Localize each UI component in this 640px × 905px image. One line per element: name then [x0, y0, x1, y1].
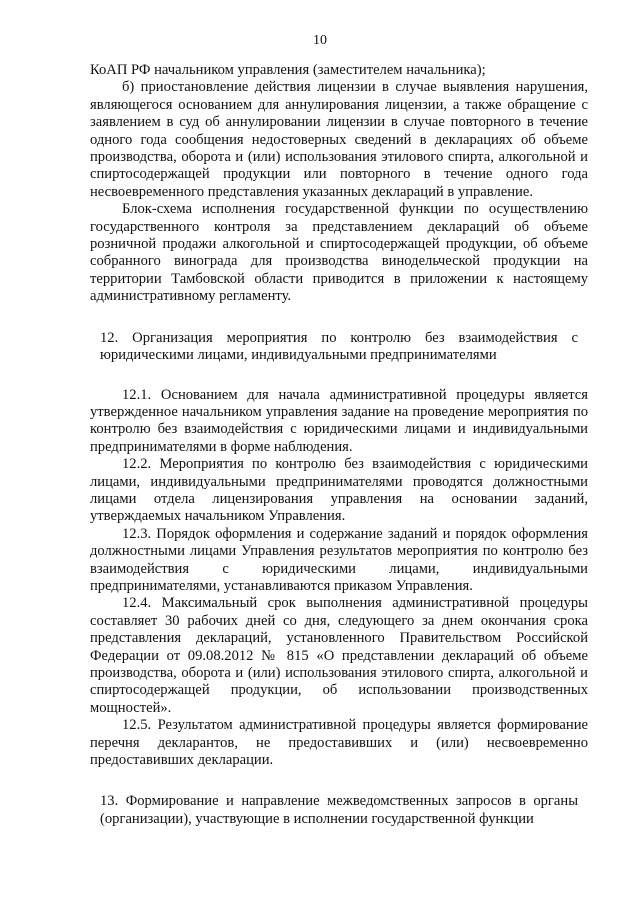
section-12-item: 12.1. Основанием для начала административной процедуры является утвержденное начальником управления задание на проведение мероприятия по контролю без взаимодействия с юридическими лицами и индивидуальными предпринимателями в форме наблюдения.	[90, 386, 588, 455]
paragraph: б) приостановление действия лицензии в случае выявления нарушения, являющегося основанием для аннулирования лицензии, а также обращение с заявлением в суд об аннулировании лицензии в случае повторного в течение одного года сообщения недостоверных сведений в декларациях об объеме производства, оборота и (или) использования этилового спирта, алкогольной и спиртосодержащей продукции или повторного в течение одного года несвоевременного представления указанных деклараций в управление.	[90, 79, 588, 200]
page-number: 10	[313, 33, 327, 48]
section-13-title: 13. Формирование и направление межведомственных запросов в органы (организации), участвующие в исполнении государственной функции	[100, 793, 578, 827]
section-12-item: 12.4. Максимальный срок выполнения административной процедуры составляет 30 рабочих дней со дня, следующего за днем окончания срока представления деклараций, установленного Правительством Российской Федерации от 09.08.2012 № 815 «О представлении деклараций об объеме производства, оборота и (или) использования этилового спирта, алкогольной и спиртосодержащей продукции, об использовании производственных мощностей».	[90, 595, 588, 716]
document-body	[90, 62, 588, 828]
paragraph: КоАП РФ начальником управления (заместителем начальника);	[90, 62, 486, 78]
section-12-item: 12.2. Мероприятия по контролю без взаимодействия с юридическими лицами, индивидуальными предпринимателями проводятся должностными лицами отдела лицензирования управления на основании заданий, утверждаемых начальником Управления.	[90, 456, 588, 525]
section-12-title: 12. Организация мероприятия по контролю без взаимодействия с юридическими лицами, индивидуальными предпринимателями	[100, 329, 578, 364]
section-12-item: 12.3. Порядок оформления и содержание заданий и порядок оформления должностными лицами Управления результатов мероприятия по контролю без взаимодействия с юридическими лицами, индивидуальными предпринимателями, устанавливаются приказом Управления.	[90, 525, 588, 594]
section-12-item: 12.5. Результатом административной процедуры является формирование перечня декларантов, не предоставивших и (или) несвоевременно предоставивших декларации.	[90, 717, 588, 769]
paragraph: Блок-схема исполнения государственной функции по осуществлению государственного контроля за представлением деклараций об объеме розничной продажи алкогольной и спиртосодержащей продукции, об объеме собранного винограда для производства винодельческой продукции на территории Тамбовской области приводится в приложении к настоящему административному регламенту.	[90, 201, 588, 305]
